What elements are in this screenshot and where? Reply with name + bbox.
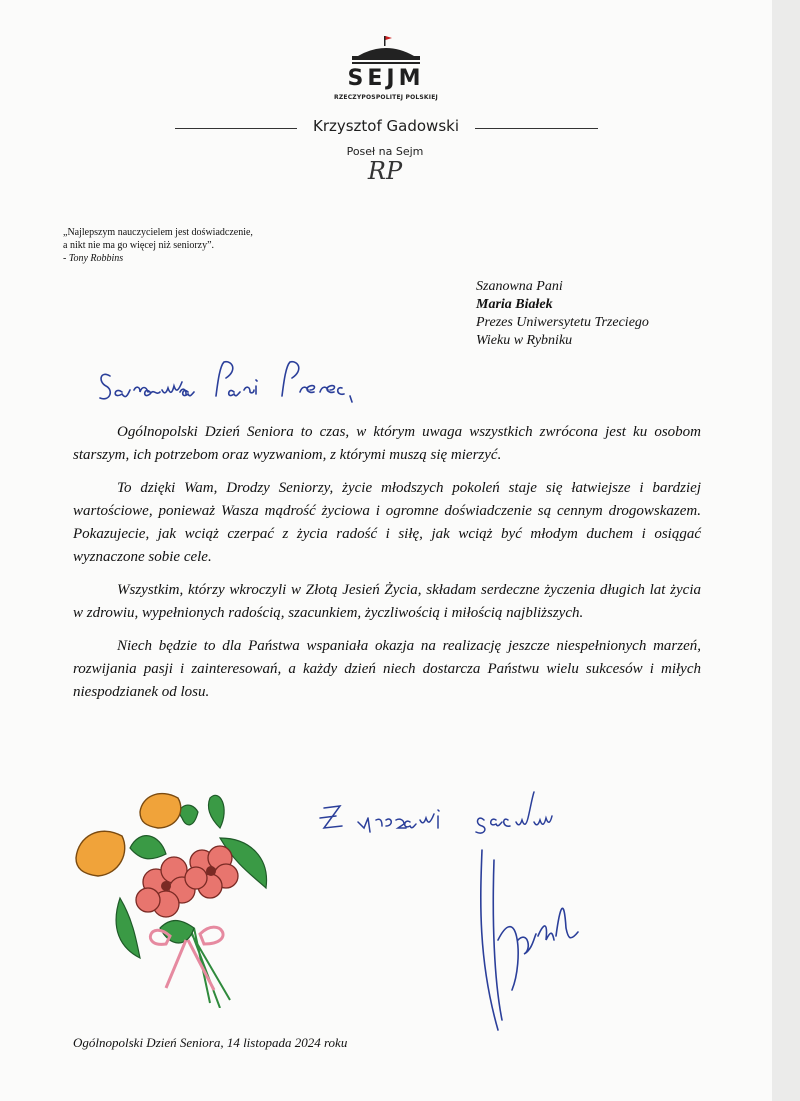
recipient-block: [476, 278, 716, 350]
handwritten-greeting: [96, 356, 396, 412]
recipient-role-2: Wieku w Rybniku: [476, 333, 573, 348]
recipient-role-1: Prezes Uniwersytetu Trzeciego: [476, 315, 649, 330]
recipient-name: Maria Białek: [476, 297, 553, 312]
letter-body: [73, 421, 701, 714]
quote-line-2: a nikt nie ma go więcej niż seniorzy”.: [63, 240, 215, 251]
footer-date-line: Ogólnopolski Dzień Seniora, 14 listopada 2024 roku: [73, 1035, 348, 1050]
signature: [468, 840, 608, 1040]
body-paragraph-3: Wszystkim, którzy wkroczyli w Złotą Jesień Życia, składam serdeczne życzenia długich lat życia w zdrowiu, wypełnionych radością, szacunkiem, życzliwością i miłością najbliższych.: [73, 582, 701, 621]
page-edge: [772, 0, 800, 1101]
sejm-logo: [334, 34, 438, 106]
body-paragraph-4: Niech będzie to dla Państwa wspaniała okazja na realizację jeszcze niespełnionych marzeń, rozwijania pasji i zainteresowań, a każdy dzień niech dostarcza Państwu wielu sukcesów i miłych niespodzianek od losu.: [73, 638, 701, 700]
quote-block: [63, 226, 323, 265]
logo-word: SEJM: [347, 66, 425, 91]
name-line-left: [175, 128, 297, 129]
rp-mark: RP: [367, 157, 403, 185]
quote-line-1: „Najlepszym nauczycielem jest doświadczenie,: [63, 227, 253, 238]
body-paragraph-2: To dzięki Wam, Drodzy Seniorzy, życie młodszych pokoleń staje się łatwiejsze i bardziej wartościowe, ponieważ Wasza mądrość życiowa i ogromne doświadczenie są cennym drogowskazem. Pokazujecie, jak wciąż czerpać z życia radość i siłę, jak wciąż być młodym duchem i osiągać wyznaczone sobie cele.: [73, 480, 701, 565]
name-line-right: [475, 128, 598, 129]
body-paragraph-1: Ogólnopolski Dzień Seniora to czas, w którym uwaga wszystkich zwrócona jest ku osobom starszym, ich potrzebom oraz wyzwaniom, z którymi muszą się mierzyć.: [73, 424, 701, 463]
logo-subtitle: RZECZYPOSPOLITEJ POLSKIEJ: [334, 94, 438, 101]
sender-name: Krzysztof Gadowski: [312, 117, 459, 135]
quote-author: - Tony Robbins: [63, 253, 124, 264]
recipient-salutation: Szanowna Pani: [476, 279, 563, 294]
handwritten-closing: [318, 786, 628, 846]
sender-title: Poseł na Sejm: [346, 145, 424, 158]
flower-bouquet-icon: [70, 778, 280, 1008]
